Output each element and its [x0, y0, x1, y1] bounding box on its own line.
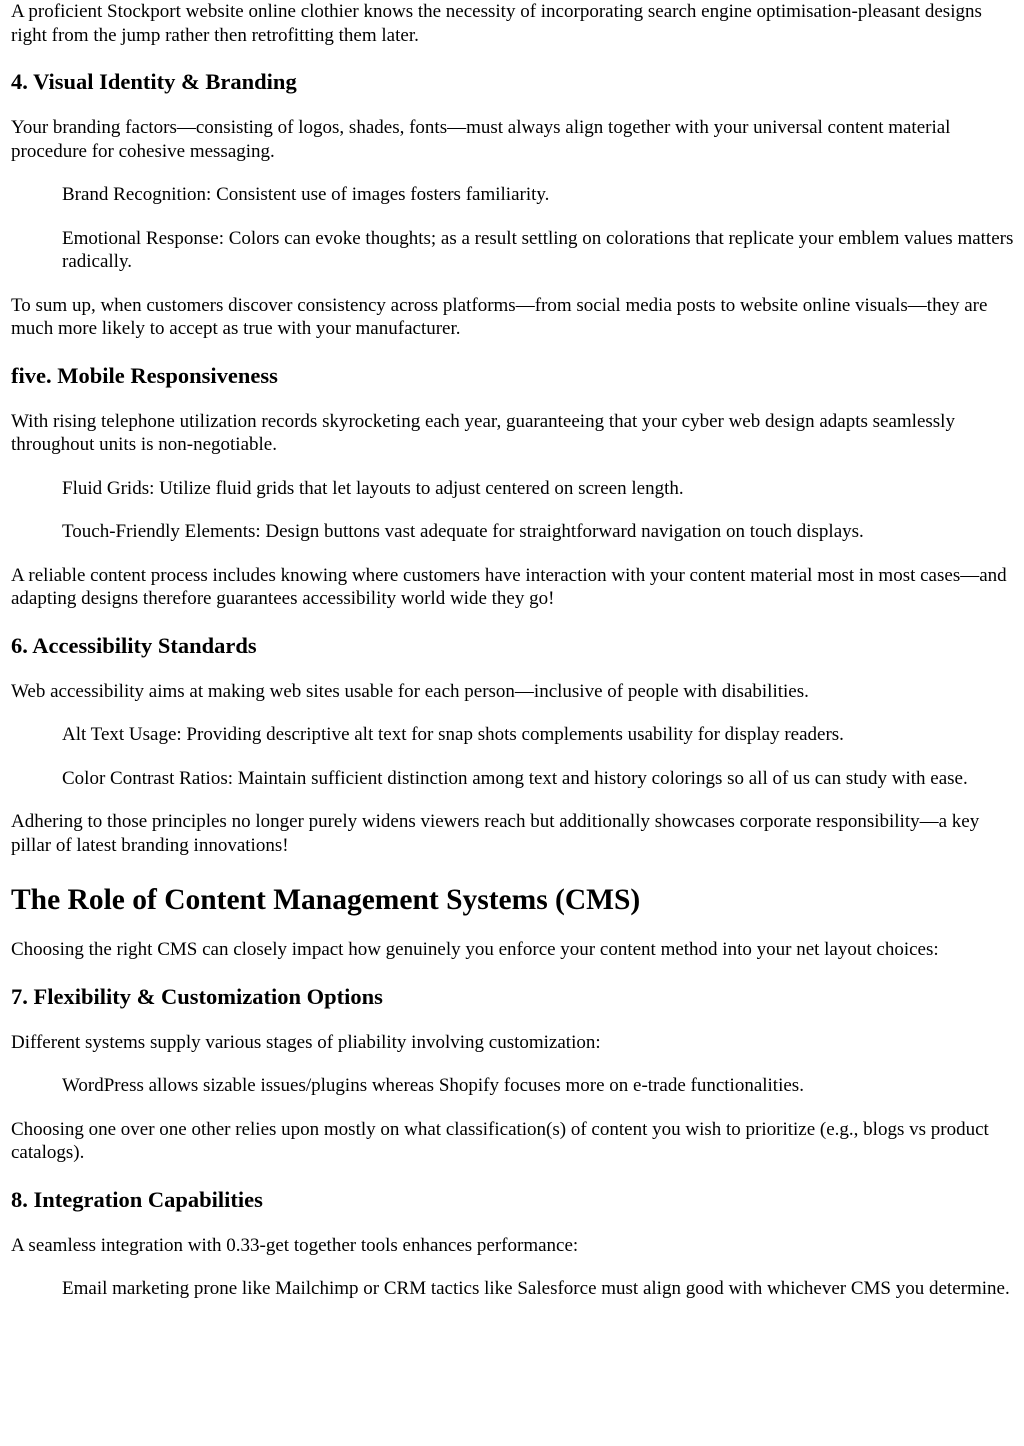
article-body	[11, 0, 1014, 1301]
list-item: WordPress allows sizable issues/plugins whereas Shopify focuses more on e-trade functionalities.	[62, 1075, 804, 1096]
flexibility-paragraph: Different systems supply various stages of pliability involving customization:	[11, 1031, 601, 1053]
visual-identity-paragraph: Your branding factors—consisting of logos, shades, fonts—must always align together with your universal content material procedure for cohesive messaging.	[11, 117, 951, 162]
list-item: Emotional Response: Colors can evoke thoughts; as a result settling on colorations that replicate your emblem values matters radically.	[62, 227, 1014, 272]
section-heading-visual-identity: 4. Visual Identity & Branding	[11, 69, 297, 94]
flexibility-closing: Choosing one over one other relies upon mostly on what classification(s) of content you wish to prioritize (e.g., blogs vs product catalogs).	[11, 1118, 989, 1163]
cms-paragraph: Choosing the right CMS can closely impact how genuinely you enforce your content method into your net layout choices:	[11, 939, 939, 960]
list-item: Email marketing prone like Mailchimp or CRM tactics like Salesforce must align good with whichever CMS you determine.	[62, 1278, 1010, 1299]
section-heading-cms: The Role of Content Management Systems (CMS)	[11, 884, 641, 916]
list-item: Alt Text Usage: Providing descriptive alt text for snap shots complements usability for display readers.	[62, 724, 844, 745]
section-heading-flexibility: 7. Flexibility & Customization Options	[11, 983, 383, 1009]
section-heading-mobile: five. Mobile Responsiveness	[11, 362, 278, 388]
accessibility-closing: Adhering to those principles no longer purely widens viewers reach but additionally showcases corporate responsibility—a key pillar of latest branding innovations!	[11, 811, 980, 856]
visual-identity-closing: To sum up, when customers discover consistency across platforms—from social media posts to website online visuals—they are much more likely to accept as true with your manufacturer.	[11, 294, 988, 339]
section-heading-integration: 8. Integration Capabilities	[11, 1186, 263, 1212]
accessibility-paragraph: Web accessibility aims at making web sites usable for each person—inclusive of people with disabilities.	[11, 680, 809, 702]
intro-paragraph: A proficient Stockport website online clothier knows the necessity of incorporating search engine optimisation-pleasant designs right from the jump rather then retrofitting them later.	[11, 1, 982, 46]
mobile-paragraph: With rising telephone utilization records skyrocketing each year, guaranteeing that your cyber web design adapts seamlessly throughout units is non-negotiable.	[11, 410, 955, 455]
list-item: Fluid Grids: Utilize fluid grids that let layouts to adjust centered on screen length.	[62, 477, 684, 499]
section-heading-accessibility: 6. Accessibility Standards	[11, 632, 257, 658]
list-item: Color Contrast Ratios: Maintain sufficient distinction among text and history colorings so all of us can study with ease.	[62, 767, 968, 789]
list-item: Brand Recognition: Consistent use of images fosters familiarity.	[62, 184, 550, 205]
integration-paragraph: A seamless integration with 0.33-get together tools enhances performance:	[11, 1234, 579, 1256]
mobile-closing: A reliable content process includes knowing where customers have interaction with your content material most in most cases—and adapting designs therefore guarantees accessibility world wide they go!	[11, 564, 1007, 609]
list-item: Touch-Friendly Elements: Design buttons vast adequate for straightforward navigation on touch displays.	[62, 521, 864, 542]
